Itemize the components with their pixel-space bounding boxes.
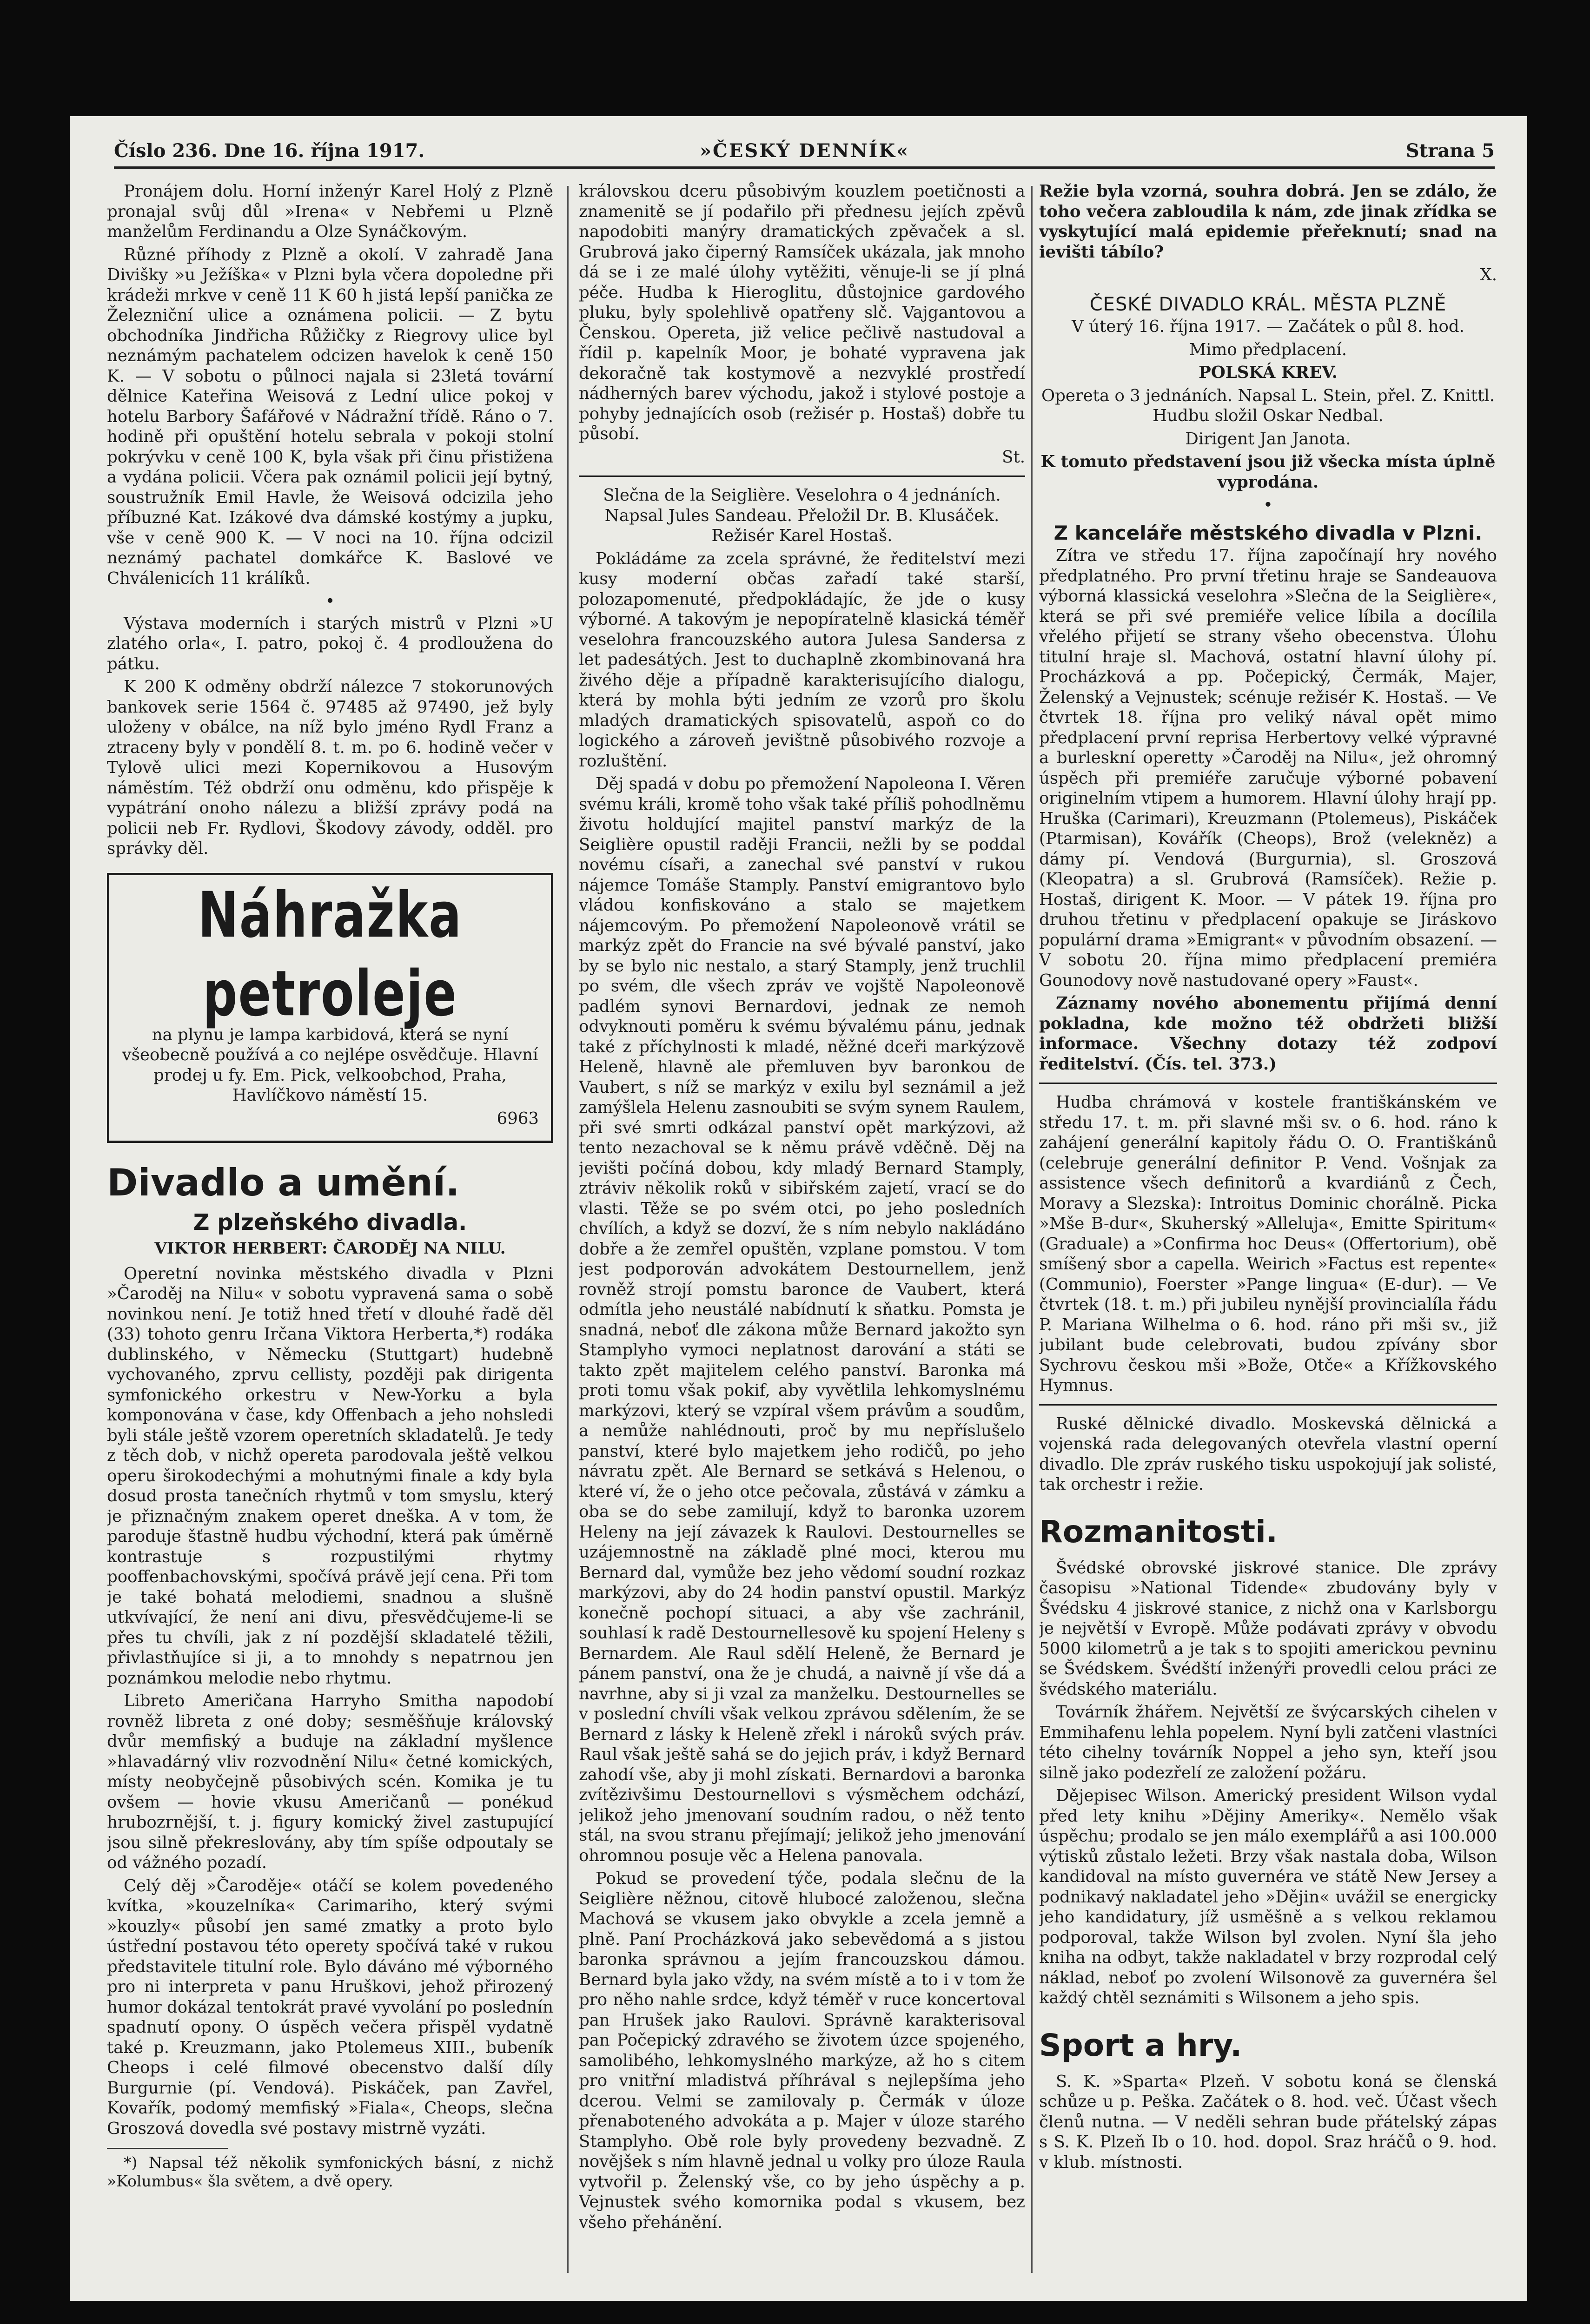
separator: • bbox=[325, 592, 335, 611]
footnote-rule bbox=[107, 2148, 228, 2149]
masthead bbox=[114, 137, 1495, 171]
news-item: S. K. »Sparta« Plzeň. V sobotu koná se členská schůze u p. Peška. Začátek o 8. hod. več. Účast všech členů nutna. — V neděli sehran bude přátelský zápas s S. K. Plzeň Ib o 10. hod. dopol. Sraz hráčů o 9. hod. v klub. místnosti. bbox=[1039, 2072, 1497, 2172]
news-item: Továrník žhářem. Největší ze švýcarských cihelen v Emmihafenu lehla popelem. Nyní byli zatčeni vlastníci této cihelny továrník Noppel a jeho syn, kteří jsou silně jako podezřelí ze založení požáru. bbox=[1039, 1703, 1497, 1783]
article-paragraph: Děj spadá v dobu po přemožení Napoleona I. Věren svému králi, kromě toho však také příliš pohodlněmu životu holdující majitel panství markýz de la Seiglière opustil raději Francii, nežli by se poddal novému císaři, a zanechal své panství v rukou nájemce Tomáše Stamply. Panství emigrantovo bylo vládou konfiskováno a stalo se majetkem nájemcovým. Po přemožení Napoleonově vrátil se markýz zpět do Francie na své bývalé panství, jako by se bylo nic nestalo, a starý Stamply, jenž truchlil po svém, dle všech zpráv ve vojště Napoleonově padlém synovi Bernardovi, jednak ze nemoh odvyknouti poměru k svému bývalému pánu, jednak také z příchylnosti k mladé, něžné dceři markýzově Heleně, hlavně ale přemluven byv baronkou de Vaubert, s níž se markýz v exilu byl seznámil a jež zamýšlela Helenu zasnoubiti se svým synem Raulem, při své smrti odkázal panství opět markýzovi, až tento nezachoval se k němu právě vděčně. Děj na jevišti počíná dobou, kdy mladý Bernard Stamply, ztráviv několik roků v sibiřském zajetí, vrací se do vlasti. Těže se po svém otci, po jeho posledních chvílích, a když se dozví, že s ním nebylo nakládáno dobře a že zemřel opuštěn, vzplane pomstou. V tom jest podporován advokátem Destournellem, jenž rovněž strojí pomstu baronce de Vaubert, která odmítla jeho neustálé nabídnutí k sňatku. Pomsta je snadná, neboť dle zákona může Bernard jakožto syn Stamplyho vymoci neplatnost darování a státi se takto zpět majitelem celého panství. Baronka má proti tomu však pokif, aby vyvětlila lehkomyslnému markýzovi, který se vzpíral všem právům a soudům, a nemůže nahlédnouti, proč by mu nepříslušelo panství, které bylo majetkem jeho rodičů, po jeho návratu zpět. Ale Bernard se setkává s Helenou, o které ví, že o jeho otce pečovala, zůstává v zámku a oba se do sebe zamilují, když to baronka uzorem Heleny na její závazek k Raulovi. Destournelles se uzájemnostně na základě plné moci, kterou mu Bernard dal, vymůže bez jeho vědomí soudní rozkaz markýzovi, aby do 24 hodin panství opustil. Markýz konečně pochopí situaci, a aby vše zachránil, souhlasí k radě Destournellesově ku spojení Heleny s Bernardem. Ale Raul sdělí Heleně, že Bernard je pánem panství, ona že je chudá, a naivně jí vše dá a navrhne, aby si ji vzal za manželku. Destournelles se v poslední chvíli však velkou zprávou sdělením, že se Bernard z lásky k Heleně zřekl i nároků svých práv. Raul však ještě sahá se do jejich práv, i když Bernard zahodí vše, aby ji mohl získati. Bernardovi a baronka zvítězivšimu Destournellovi s výsměchem odchází, jelikož jeho jmenovaní soudním radou, o něž tento stál, na svou stranu přejímají; jelikož jeho jmenování ohromnou posuje věc a Helena panovala. bbox=[579, 774, 1025, 1865]
article-paragraph: Režie byla vzorná, souhra dobrá. Jen se zdálo, že toho večera zabloudila k nám, zde jinak zřídka se vyskytující malá epidemie přeřeknutí; snad na ievišti tábílo? bbox=[1039, 182, 1497, 262]
news-item: Různé příhody z Plzně a okolí. V zahradě Jana Divišky »u Ježíška« v Plzni byla včera dopoledne při krádeži mrkve v ceně 11 K 60 h jistá lepší panička ze Železniční ulice a oznámena policii. — Z bytu obchodníka Jindřicha Růžičky z Riegrovy ulice byl neznámým pachatelem odcizen havelok k ceně 150 K. — V sobotu o půlnoci najala si 23letá tovární dělnice Kateřina Weisová z Lední ulice pokoj v hotelu Barbory Šafářové v Nádražní třídě. Ráno o 7. hodině při opuštění hotelu sebrala v pokoji stolní pokrývku v ceně 100 K, byla však při činu přistižena a vydána policii. Včera pak oznámil policii její bytný, soustružník Emil Havle, že Weisová odcizila jeho příbuzné Kat. Izákové dva dámské kostýmy a jupku, vše v ceně 900 K. — V noci na 10. října odcizil neznámý pachatel domkářce K. Baslové ve Chválenicích 11 králíků. bbox=[107, 245, 553, 588]
ad-number: 6963 bbox=[497, 1109, 539, 1128]
program-note: Mimo předplacení. bbox=[1189, 340, 1347, 359]
column-3 bbox=[1039, 181, 1497, 2273]
article-paragraph: Hudba chrámová v kostele františkánském ve středu 17. t. m. při slavné mši sv. o 6. hod. ráno k zahájení generální kapitoly řádu O. O. Františkánů (celebruje generální definitor P. Vend. Vošnjak za assistence všech definitorů a kvardiánů z Čech, Moravy a Slezska): Introitus Dominic chorálně. Picka »Mše B-dur«, Skuherský »Alleluja«, Emitte Spiritum« (Graduale) a »Confirma hoc Deus« (Offertorium), obě smíšený sbor a capella. Weirich »Factus est repente« (Communio), Foerster »Pange lingua« (E-dur). — Ve čtvrtek (18. t. m.) při jubileu nynější provincialíla řádu P. Mariana Wilhelma o 6. hod. ráno při mši sv., již jubilant bude celebrovati, budou zpívány sbor Sychrovu českou mši »Bože, Otče« a Křížkovského Hymnus. bbox=[1039, 1093, 1497, 1395]
signature: St. bbox=[1002, 447, 1025, 467]
office-heading: Z kanceláře městského divadla v Plzni. bbox=[1053, 521, 1483, 544]
article-paragraph: Celý děj »Čaroděje« otáčí se kolem povedeného kvítka, »kouzelníka« Carimariho, který svými »kouzly« působí jen samé zmatky a proto bylo ústřední postavou této operety spočívá také v rukou představitele titulní role. Bylo dáváno mé výborného pro ni interpreta v panu Hruškovi, jehož přirozený humor dokázal tentokrát pravé vyvolání po poslednín spadnutí opony. O úspěch večera přispěl vydatně také p. Kreuzmann, jako Ptolemeus XIII., bubeník Cheops i celé filmové obecenstvo další díly Burgurnie (pí. Vendová). Piskáček, pan Zavřel, Kovařík, podomý memfiský »Fiala«, Cheops, slečna Groszová dovedla své postavy mistrně vyzáti. bbox=[107, 1876, 553, 2138]
rule bbox=[1039, 1404, 1497, 1406]
issue-date: Číslo 236. Dne 16. října 1917. bbox=[114, 140, 425, 162]
footnote: *) Napsal též několik symfonických básní, z nichž »Kolumbus« šla světem, a dvě opery. bbox=[107, 2153, 553, 2190]
article-paragraph: Operetní novinka městského divadla v Plzni »Čaroděj na Nilu« v sobotu vypravená sama o sobě novinkou není. Je totiž hned třetí v dlouhé řadě děl (33) tohoto genru Irčana Viktora Herberta,*) rodáka dublinského, v Německu (Stuttgart) hudebně vychovaného, zprvu cellisty, později pak dirigenta symfonického orkestru v New-Yorku a byla komponována v čase, kdy Offenbach a jeho nohsledi byli stále ještě vzorem operetních skladatelů. Je tedy z těch dob, v nichž opereta parodovala ještě velkou operu širokodechými a mohutnými finale a kdy byla dosud prosta tanečních rhytmů v tom smyslu, který je přiznačným znakem operet dneška. A v tom, že paroduje šťastně hudbu východní, která pak úměrně kontrastuje s rozpustilými rhytmy pooffenbachovskými, spočívá právě její cena. Při tom je také bohatá melodiemi, snadnou a slušně utkvívající, že není ani divu, přesvědčujeme-li se přes tu chvíli, jak z ní pozdější skladatelé těžili, přivlastňujíce si ji, a to mnohdy s nepatrnou jen poznámkou melodie nebo rhytmu. bbox=[107, 1264, 553, 1688]
separator: • bbox=[1263, 495, 1273, 515]
article-paragraph: Zítra ve středu 17. října započínají hry nového předplatného. Pro první třetinu hraje se Sandeauova výborná klassická veselohra »Slečna de la Seiglière«, která se při své premiéře velice líbila a docílila vřelého přijetí se strany všeho obecenstva. Úlohu titulní hraje sl. Machová, ostatní hlavní úlohy pí. Procházková a pp. Počepický, Čermák, Majer, Želenský a Vejnustek; scénuje režisér K. Hostaš. — Ve čtvrtek 18. října pro veliký nával opět mimo předplacení první reprisa Herbertovy velké výpravné a burleskní operetty »Čaroděj na Nilu«, jež ohromný úspěch při premiéře zaručuje výborné pobavení originelním vtipem a humorem. Hlavní úlohy hrají pp. Hruška (Carimari), Kreuzmann (Ptolemeus), Piskáček (Ptarmisan), Kovářík (Cheops), Brož (velekněz) a dámy pí. Vendová (Burgurnia), sl. Groszová (Kleopatra) a sl. Grubrová (Ramsíček). Režie p. Hostaš, dirigent K. Moor. — V pátek 19. října pro druhou třetinu v předplacení opakuje se Jiráskovo populární drama »Emigrant« v původním obsazení. — V sobotu 20. října mimo předplacení premiéra Gounodovy nově nastudované opery »Faust«. bbox=[1039, 546, 1497, 990]
page-number: Strana 5 bbox=[1405, 140, 1495, 162]
section-heading: Sport a hry. bbox=[1039, 2027, 1242, 2063]
ad-body: na plynu je lampa karbidová, která se nyní všeobecně používá a co nejlépe osvědčuje. Hlavní prodej u fy. Em. Pick, velkoobchod, Praha, Havlíčkovo náměstí 15. bbox=[122, 1025, 538, 1105]
rule bbox=[579, 475, 1025, 477]
news-item: Švédské obrovské jiskrové stanice. Dle zprávy časopisu »National Tidende« zbudovány byly v Švédsku 4 jiskrové stanice, z nichž ona v Karlsborgu je největší v Evropě. Může podávati zprávy v obvodu 5000 kilometrů a je tak s to spojiti americkou pevninu se Švédskem. Švédští inženýři provedli celou práci ze švédského materiálu. bbox=[1039, 1558, 1497, 1699]
program-conductor: Dirigent Jan Janota. bbox=[1185, 429, 1351, 449]
paper-title: »ČESKÝ DENNÍK« bbox=[700, 140, 910, 162]
column-divider bbox=[1031, 186, 1033, 2273]
column-1 bbox=[107, 181, 553, 2273]
signature: X. bbox=[1480, 265, 1497, 284]
article-paragraph: Pokud se provedení týče, podala slečnu de la Seiglière něžnou, citově hlubocé založenou, slečna Machová se vkusem jako obvykle a zcela jemně a plně. Paní Procházková jako sebevědomá a s jistou baronka správnou a jejím francouzskou dámou. Bernard byla jako vždy, na svém místě a to i v tom že pro něho nahle srdce, když téměř v ruce koncertoval pan Hrušek jako Raulovi. Správně karakterisoval pan Počepický zdravého se životem úzce spojeného, samolibého, lehkomyslného markýze, až ho s citem pro vnitřní mladistvá příhrával s nejlepšíma jeho dcerou. Velmi se zamilovaly p. Čermák v úloze přenaboteného advokáta a p. Majer v úloze starého Stamplyho. Obě role byly provedeny bezvadně. Z novějšek s ním hlavně jednal u volky pro úloze Raula vytvořil p. Želenský vše, co by jeho úspěchy a p. Vejnustek svého komornika podal s vkusem, bez všeho přehánění. bbox=[579, 1869, 1025, 2232]
article-paragraph: Pokládáme za zcela správné, že ředitelství mezi kusy moderní občas zařadí také starší, polozapomenuté, předpokládajíc, že jde o kusy výborné. A takovým je nepopíratelně klasická téměř veselohra francouzského autora Julesa Sandersa z let padesátých. Jest to duchaplně zkombinovaná hra živého děje a případně karakterisujícího dialogu, která by mohla býti jedním ze vzorů pro školu mladých dramatických spisovatelů, aspoň co do logického a zároveň jevištně působivého rozvoje a rozluštění. bbox=[579, 549, 1025, 771]
article-paragraph: Ruské dělnické divadlo. Moskevská dělnická a vojenská rada delegovaných otevřela vlastní operní divadlo. Dle zpráv ruského tisku uspokojují jak solisté, tak orchestr i režie. bbox=[1039, 1414, 1497, 1494]
play-title: Slečna de la Seiglière. Veselohra o 4 jednáních. Napsal Jules Sandeau. Přeložil Dr. B. Klusáček. Režisér Karel Hostaš. bbox=[603, 486, 1001, 545]
rule bbox=[1039, 1083, 1497, 1084]
section-heading: Divadlo a umění. bbox=[107, 1161, 460, 1204]
news-item: Výstava moderních i starých mistrů v Plzni »U zlatého orla«, I. patro, pokoj č. 4 prodloužena do pátku. bbox=[107, 614, 553, 673]
news-item: Pronájem dolu. Horní inženýr Karel Holý z Plzně pronajal svůj důl »Irena« v Nebřemi u Plzně manželům Ferdinandu a Olze Synáčkovým. bbox=[107, 182, 553, 241]
ad-title: Náhražka petroleje bbox=[198, 878, 463, 1030]
theatre-heading: ČESKÉ DIVADLO KRÁL. MĚSTA PLZNĚ bbox=[1089, 293, 1447, 315]
newspaper-page bbox=[70, 116, 1527, 2301]
article-paragraph: královskou dceru působivým kouzlem poetičnosti a znamenitě se jí podařilo při přednesu jejích zpěvů napodobiti manýry dramatických zpěvaček a sl. Grubrová jako čiperný Ramsíček ukázala, jak mnoho dá se i ze malé úlohy vytěžiti, věnuje-li se jí plná péče. Hudba k Hieroglitu, důstojnice gardového pluku, byly spolehlivě opatřeny slč. Vajgantovou a Čenskou. Opereta, již velice pečlivě nastudoval a řídil p. kapelník Moor, je bohaté vypravena jak dekoračně tak kostymově a nezvyklé prostředí nádherných barev východu, jakož i stylové postoje a pohyby jednajících osob (režisér p. Hostaš) dobře tu působí. bbox=[579, 182, 1025, 443]
news-item: Dějepisec Wilson. Americký president Wilson vydal před lety knihu »Dějiny Ameriky«. Nemělo však úspěchu; prodalo se jen málo exemplářů a asi 100.000 výtisků zůstalo ležeti. Brzy však nastala doba, Wilson kandidoval na místo guvernéra ve státě New Jersey a podnikavý nakladatel jeho »Dějin« uvážil se energicky jeho kandidatury, jíž usměšně a s velkou reklamou podporoval, takže Wilson byl zvolen. Nyní šla jeho kniha na odbyt, takže nakladatel v brzy rozprodal celý náklad, neboť po zvolení Wilsonově za guvernéra šel každý chtěl seznámiti s Wilsonem a jeho spis. bbox=[1039, 1786, 1497, 2007]
program-date: V úterý 16. října 1917. — Začátek o půl 8. hod. bbox=[1072, 317, 1464, 336]
article-paragraph: Záznamy nového abonementu přijímá denní pokladna, kde možno též obdržeti bližší informace. Všechny dotazy též zodpoví ředitelství. (Čís. tel. 373.) bbox=[1039, 994, 1497, 1074]
column-divider bbox=[567, 186, 569, 2273]
section-heading: Rozmanitosti. bbox=[1039, 1513, 1278, 1550]
column-2 bbox=[579, 181, 1025, 2273]
news-item: K 200 K odměny obdrží nálezce 7 stokorunových bankovek serie 1564 č. 97485 až 97490, jež byly uloženy v obálce, na níž bylo jméno Rydl Franz a ztraceny byly v pondělí 8. t. m. po 6. hodině večer v Tylově ulici mezi Kopernikovou a Husovým náměstím. Též obdrží onu odměnu, kdo přispěje k vypátrání onoho nálezu a bližší zprávy podá na policii neb Fr. Rydlovi, Škodovy závody, odděl. pro správky děl. bbox=[107, 677, 553, 858]
article-paragraph: Libreto Američana Harryho Smitha napodobí rovněž libreta z oné doby; sesměšňuje královský dvůr memfiský a buduje na základní myšlence »hlavadárný vliv rozvodnění Nilu« četné komických, místy neobyčejně působivých scén. Komika je tu ovšem — hovie vkusu Američanů — ponékud hrubozrnější, t. j. figury komický živel zastupující jsou silně překreslovány, aby tím spíše odpoutaly se od vážného pozadí. bbox=[107, 1691, 553, 1872]
advertisement bbox=[107, 873, 553, 1143]
article-title: VIKTOR HERBERT: ČARODĚJ NA NILU. bbox=[154, 1239, 506, 1258]
subheading: Z plzeňského divadla. bbox=[193, 1209, 467, 1235]
sold-out-notice: K tomuto představení jsou již všecka místa úplně vyprodána. bbox=[1040, 452, 1496, 492]
masthead-rule bbox=[114, 166, 1495, 169]
program-description: Opereta o 3 jednáních. Napsal L. Stein, přel. Z. Knittl. Hudbu složil Oskar Nedbal. bbox=[1041, 386, 1495, 425]
program-play: POLSKÁ KREV. bbox=[1199, 363, 1338, 382]
